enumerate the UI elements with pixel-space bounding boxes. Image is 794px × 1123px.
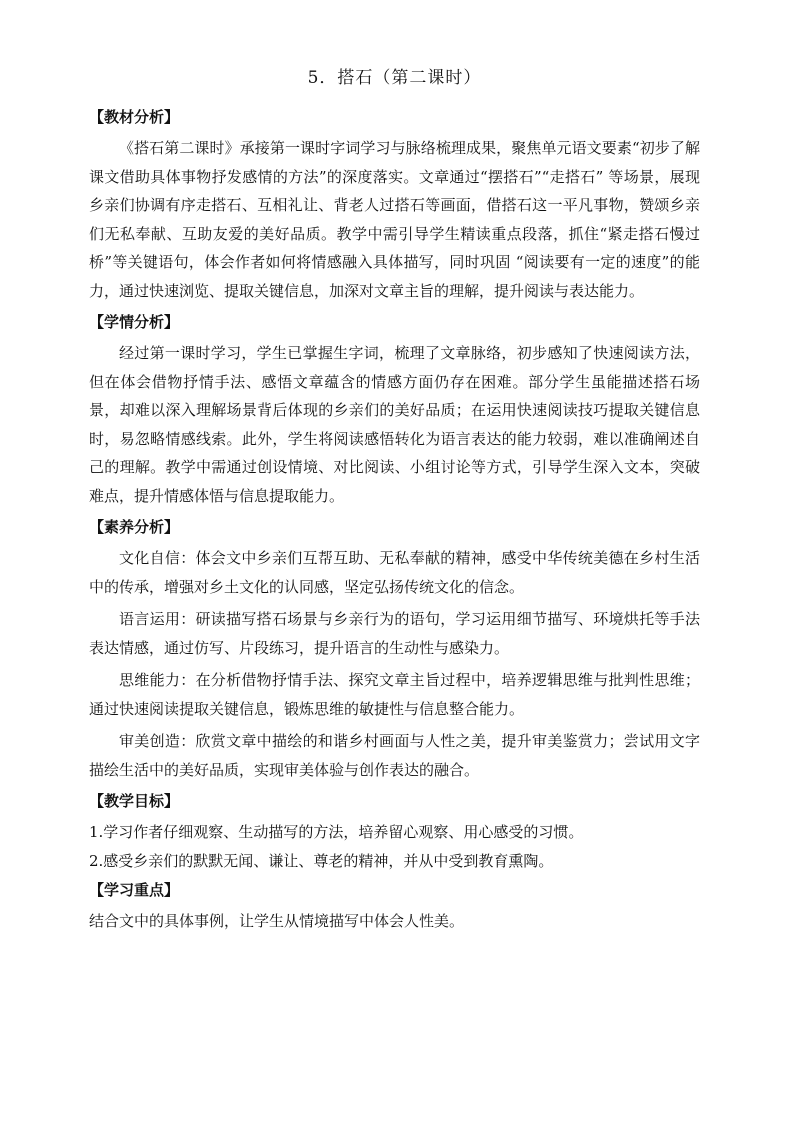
section-heading: 【教材分析】 [89,108,180,126]
section-heading: 【学习重点】 [89,881,180,899]
section-learning-focus [89,877,700,936]
paragraph: 《搭石第二课时》承接第一课时字词学习与脉络梳理成果，聚焦单元语文要素“初步了解课文借助具体事物抒发感情的方法”的深度落实。文章通过“摆搭石”“走搭石” 等场景，展现乡亲们协调有序走搭石、互相礼让、背老人过搭石等画面，借搭石这一平凡事物，赞颂乡亲们无私奉献、互助友爱的美好品质。教学中需引导学生精读重点段落，抓住“紧走搭石慢过桥”等关键语句，体会作者如何将情感融入具体描写，同时巩固 “阅读要有一定的速度”的能力，通过快速浏览、提取关键信息，加深对文章主旨的理解，提升阅读与表达能力。 [89,139,700,300]
page-title: 5．搭石（第二课时） [307,68,482,88]
goal-item: 1.学习作者仔细观察、生动描写的方法，培养留心观察、用心感受的习惯。 [89,823,584,841]
section-heading: 【学情分析】 [89,313,180,331]
section-literacy-analysis [89,514,700,784]
section-heading: 【教学目标】 [89,792,180,810]
paragraph-aesthetic-creation: 审美创造：欣赏文章中描绘的和谐乡村画面与人性之美，提升审美鉴赏力；尝试用文字描绘生活中的美好品质，实现审美体验与创作表达的融合。 [89,732,700,779]
paragraph-language-use: 语言运用：研读描写搭石场景与乡亲行为的语句，学习运用细节描写、环境烘托等手法表达情感，通过仿写、片段练习，提升语言的生动性与感染力。 [89,610,700,657]
paragraph-thinking-ability: 思维能力：在分析借物抒情手法、探究文章主旨过程中，培养逻辑思维与批判性思维；通过快速阅读提取关键信息，锻炼思维的敏捷性与信息整合能力。 [89,671,700,718]
paragraph: 经过第一课时学习，学生已掌握生字词，梳理了文章脉络，初步感知了快速阅读方法，但在体会借物抒情手法、感悟文章蕴含的情感方面仍存在困难。部分学生虽能描述搭石场景，却难以深入理解场景背后体现的乡亲们的美好品质；在运用快速阅读技巧提取关键信息时，易忽略情感线索。此外，学生将阅读感悟转化为语言表达的能力较弱，难以准确阐述自己的理解。教学中需通过创设情境、对比阅读、小组讨论等方式，引导学生深入文本，突破难点，提升情感体悟与信息提取能力。 [89,344,700,505]
section-textbook-analysis [89,104,700,305]
section-heading: 【素养分析】 [89,518,180,536]
section-student-analysis [89,309,700,510]
section-teaching-goals [89,788,700,875]
goal-item: 2.感受乡亲们的默默无闻、谦让、尊老的精神，并从中受到教育熏陶。 [89,851,554,870]
paragraph-cultural-confidence: 文化自信：体会文中乡亲们互帮互助、无私奉献的精神，感受中华传统美德在乡村生活中的传承，增强对乡土文化的认同感，坚定弘扬传统文化的信念。 [89,549,700,596]
focus-text: 结合文中的具体事例，让学生从情境描写中体会人性美。 [89,912,465,930]
